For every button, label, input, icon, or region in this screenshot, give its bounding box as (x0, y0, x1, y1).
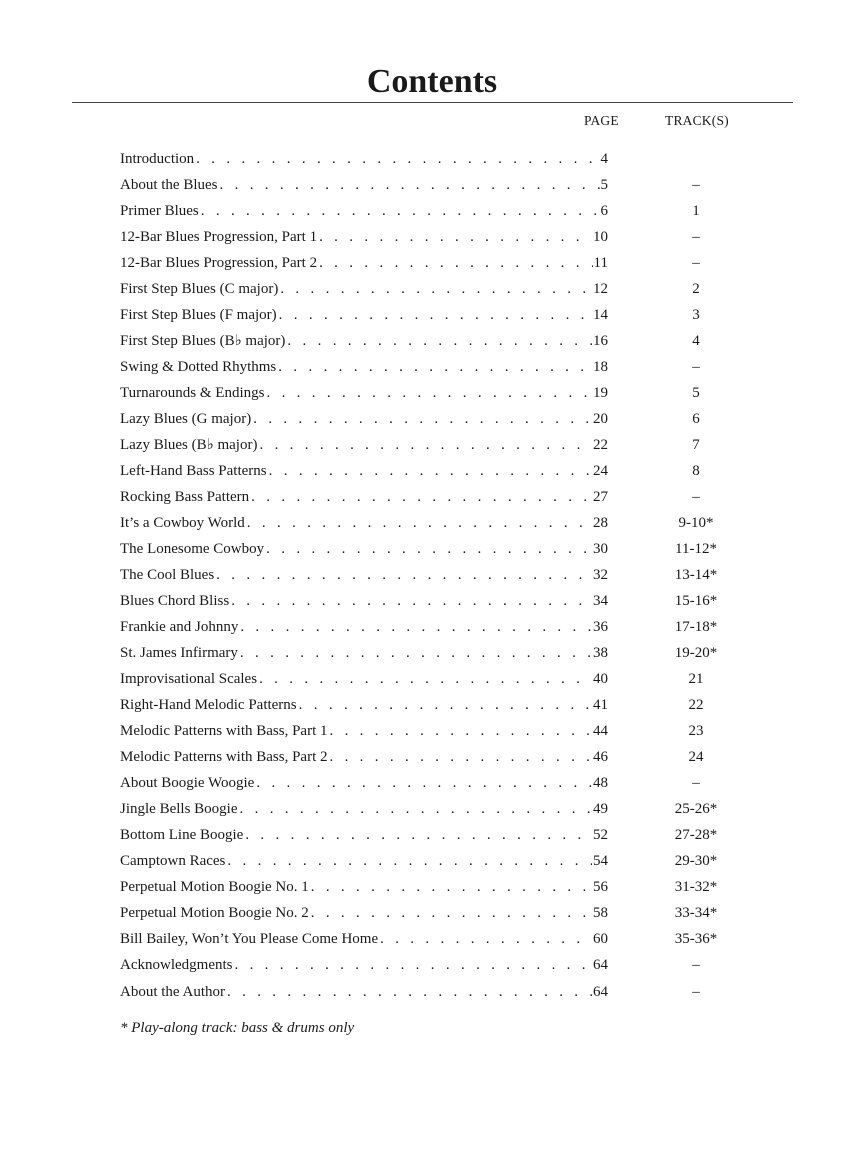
entry-page: 58 (593, 905, 608, 922)
dot-leader (218, 172, 600, 198)
entry-title: Lazy Blues (B♭ major) (120, 437, 258, 454)
toc-entry (120, 666, 760, 692)
toc-entry (120, 900, 760, 926)
toc-entry-line (120, 302, 608, 328)
entry-track: 17-18* (674, 619, 718, 636)
entry-track: – (692, 177, 700, 194)
entry-page: 49 (593, 801, 608, 818)
entry-track: 15-16* (674, 593, 718, 610)
dot-leader (225, 979, 592, 1005)
entry-title: Lazy Blues (G major) (120, 411, 252, 428)
entry-title: Frankie and Johnny (120, 619, 239, 636)
entry-title: About the Author (120, 983, 225, 1000)
entry-page: 11 (593, 255, 608, 272)
entry-track: – (692, 775, 700, 792)
entry-title: Jingle Bells Boogie (120, 801, 238, 818)
toc-entry (120, 406, 760, 432)
entry-title: Blues Chord Bliss (120, 593, 230, 610)
toc-entry (120, 146, 760, 172)
entry-page: 4 (600, 151, 608, 167)
entry-track: 22 (688, 697, 704, 714)
entry-title: Perpetual Motion Boogie No. 2 (120, 905, 309, 922)
toc-entry (120, 458, 760, 484)
entry-title: It’s a Cowboy World (120, 515, 245, 532)
contents-list (120, 146, 760, 1005)
toc-entry-line (120, 146, 608, 172)
entry-track: 1 (692, 203, 700, 220)
entry-page: 27 (593, 489, 608, 506)
entry-title: St. James Infirmary (120, 645, 238, 662)
entry-page: 34 (593, 593, 608, 610)
toc-entry-line (120, 614, 608, 640)
toc-entry-line (120, 770, 608, 796)
title-rule (72, 102, 793, 103)
entry-track: 5 (692, 385, 700, 402)
entry-track: 33-34* (674, 905, 718, 922)
toc-entry-line (120, 172, 608, 198)
entry-title: First Step Blues (F major) (120, 307, 277, 324)
toc-entry (120, 198, 760, 224)
entry-page: 14 (593, 307, 608, 324)
entry-track: 7 (692, 437, 700, 454)
toc-entry (120, 848, 760, 874)
entry-title: Introduction (120, 151, 195, 167)
entry-page: 46 (593, 749, 608, 766)
dot-leader (317, 250, 592, 276)
entry-title: Primer Blues (120, 203, 199, 220)
entry-track: – (692, 489, 700, 506)
entry-page: 12 (593, 281, 608, 298)
entry-track: 23 (688, 723, 704, 740)
toc-entry-line (120, 380, 608, 406)
toc-entry-line (120, 900, 608, 926)
dot-leader (245, 510, 592, 536)
entry-track: – (692, 359, 700, 376)
entry-title: Swing & Dotted Rhythms (120, 359, 277, 376)
entry-page: 30 (593, 541, 608, 558)
entry-track: – (692, 255, 700, 272)
entry-title: Camptown Races (120, 853, 226, 870)
toc-entry (120, 484, 760, 510)
entry-page: 19 (593, 385, 608, 402)
entry-title: Left-Hand Bass Patterns (120, 463, 267, 480)
dot-leader (225, 848, 592, 874)
toc-entry-line (120, 276, 608, 302)
toc-entry-line (120, 562, 608, 588)
entry-page: 28 (593, 515, 608, 532)
toc-entry (120, 536, 760, 562)
toc-entry-line (120, 484, 608, 510)
tracks-column-header: TRACK(S) (665, 113, 729, 128)
entry-track: 19-20* (674, 645, 718, 662)
entry-page: 64 (593, 957, 608, 974)
entry-title: 12-Bar Blues Progression, Part 2 (120, 255, 318, 272)
toc-entry (120, 614, 760, 640)
dot-leader (264, 536, 592, 562)
entry-track: 27-28* (674, 827, 718, 844)
entry-track: – (692, 957, 700, 974)
entry-title: Rocking Bass Pattern (120, 489, 250, 506)
toc-entry-line (120, 536, 608, 562)
toc-entry (120, 718, 760, 744)
dot-leader (257, 432, 592, 458)
entry-page: 36 (593, 619, 608, 636)
toc-entry-line (120, 874, 608, 900)
dot-leader (276, 354, 592, 380)
toc-entry-line (120, 718, 608, 744)
entry-page: 60 (593, 931, 608, 948)
dot-leader (214, 562, 592, 588)
dot-leader (229, 588, 592, 614)
toc-entry (120, 380, 760, 406)
entry-track: 8 (692, 463, 700, 480)
toc-entry-line (120, 354, 608, 380)
entry-track: 4 (692, 333, 700, 350)
footnote: * Play-along track: bass & drums only (120, 1020, 355, 1036)
dot-leader (238, 796, 593, 822)
toc-entry-line (120, 926, 608, 952)
toc-entry (120, 874, 760, 900)
dot-leader (297, 692, 592, 718)
entry-title: The Cool Blues (120, 567, 215, 584)
dot-leader (238, 614, 592, 640)
entry-title: Melodic Patterns with Bass, Part 1 (120, 723, 328, 740)
entry-title: Right-Hand Melodic Patterns (120, 697, 297, 714)
toc-entry (120, 979, 760, 1005)
toc-entry (120, 796, 760, 822)
toc-entry (120, 562, 760, 588)
dot-leader (199, 198, 600, 224)
entry-title: Bill Bailey, Won’t You Please Come Home (120, 931, 379, 948)
entry-track: – (692, 983, 700, 1000)
toc-entry (120, 952, 760, 978)
toc-entry (120, 328, 760, 354)
entry-page: 22 (593, 437, 608, 454)
entry-track: 3 (692, 307, 700, 324)
toc-entry (120, 510, 760, 536)
entry-page: 52 (593, 827, 608, 844)
toc-entry-line (120, 406, 608, 432)
toc-entry-line (120, 952, 608, 978)
entry-title: About the Blues (120, 177, 218, 194)
entry-title: 12-Bar Blues Progression, Part 1 (120, 229, 318, 246)
toc-entry-line (120, 458, 608, 484)
entry-track: 6 (692, 411, 700, 428)
toc-entry-line (120, 640, 608, 666)
entry-title: About Boogie Woogie (120, 775, 255, 792)
entry-title: First Step Blues (C major) (120, 281, 279, 298)
dot-leader (309, 874, 592, 900)
toc-entry (120, 172, 760, 198)
dot-leader (249, 484, 592, 510)
dot-leader (285, 328, 592, 354)
toc-entry (120, 770, 760, 796)
dot-leader (254, 770, 592, 796)
toc-entry-line (120, 250, 608, 276)
entry-page: 6 (600, 203, 608, 220)
toc-entry-line (120, 979, 608, 1005)
entry-page: 5 (600, 177, 608, 194)
entry-page: 64 (593, 983, 608, 1000)
toc-entry-line (120, 328, 608, 354)
entry-track: – (692, 229, 700, 246)
toc-entry-line (120, 588, 608, 614)
toc-entry (120, 588, 760, 614)
entry-page: 56 (593, 879, 608, 896)
entry-title: Melodic Patterns with Bass, Part 2 (120, 749, 328, 766)
entry-track: 13-14* (674, 567, 718, 584)
dot-leader (251, 406, 592, 432)
dot-leader (327, 718, 592, 744)
dot-leader (309, 900, 592, 926)
entry-track: 2 (692, 281, 700, 298)
toc-entry-line (120, 848, 608, 874)
entry-page: 20 (593, 411, 608, 428)
dot-leader (264, 380, 592, 406)
entry-page: 54 (593, 853, 608, 870)
dot-leader (194, 146, 599, 172)
toc-entry-line (120, 198, 608, 224)
page-title: Contents (366, 63, 498, 100)
dot-leader (243, 822, 592, 848)
toc-entry (120, 250, 760, 276)
entry-title: First Step Blues (B♭ major) (120, 333, 286, 350)
entry-page: 16 (593, 333, 608, 350)
toc-entry-line (120, 432, 608, 458)
dot-leader (278, 276, 592, 302)
toc-entry-line (120, 744, 608, 770)
entry-page: 24 (593, 463, 608, 480)
dot-leader (238, 640, 592, 666)
toc-entry-line (120, 692, 608, 718)
entry-track: 11-12* (675, 541, 717, 558)
toc-entry (120, 692, 760, 718)
toc-entry-line (120, 666, 608, 692)
toc-entry (120, 744, 760, 770)
entry-page: 18 (593, 359, 608, 376)
entry-track: 21 (688, 671, 704, 688)
page-column-header: PAGE (584, 113, 619, 128)
toc-entry (120, 354, 760, 380)
entry-page: 40 (593, 671, 608, 688)
entry-title: Turnarounds & Endings (120, 385, 265, 402)
entry-page: 41 (593, 697, 608, 714)
toc-entry (120, 640, 760, 666)
entry-track: 35-36* (674, 931, 718, 948)
entry-track: 25-26* (674, 801, 718, 818)
toc-entry-line (120, 822, 608, 848)
entry-page: 44 (593, 723, 608, 740)
toc-entry (120, 224, 760, 250)
toc-entry (120, 276, 760, 302)
dot-leader (277, 302, 592, 328)
toc-entry-line (120, 224, 608, 250)
entry-page: 38 (593, 645, 608, 662)
entry-track: 24 (688, 749, 704, 766)
entry-title: Improvisational Scales (120, 671, 258, 688)
toc-entry (120, 926, 760, 952)
toc-entry (120, 432, 760, 458)
entry-title: Perpetual Motion Boogie No. 1 (120, 879, 309, 896)
entry-track: 29-30* (674, 853, 718, 870)
entry-track: 31-32* (674, 879, 718, 896)
entry-title: The Lonesome Cowboy (120, 541, 265, 558)
dot-leader (317, 224, 592, 250)
entry-page: 32 (593, 567, 608, 584)
dot-leader (257, 666, 592, 692)
toc-entry-line (120, 510, 608, 536)
entry-page: 10 (593, 229, 608, 246)
toc-entry-line (120, 796, 608, 822)
entry-title: Bottom Line Boogie (120, 827, 244, 844)
dot-leader (327, 744, 592, 770)
entry-page: 48 (593, 775, 608, 792)
toc-entry (120, 822, 760, 848)
dot-leader (378, 926, 592, 952)
entry-title: Acknowledgments (120, 957, 233, 974)
entry-track: 9-10* (678, 515, 714, 532)
dot-leader (232, 952, 592, 978)
dot-leader (267, 458, 592, 484)
toc-entry (120, 302, 760, 328)
